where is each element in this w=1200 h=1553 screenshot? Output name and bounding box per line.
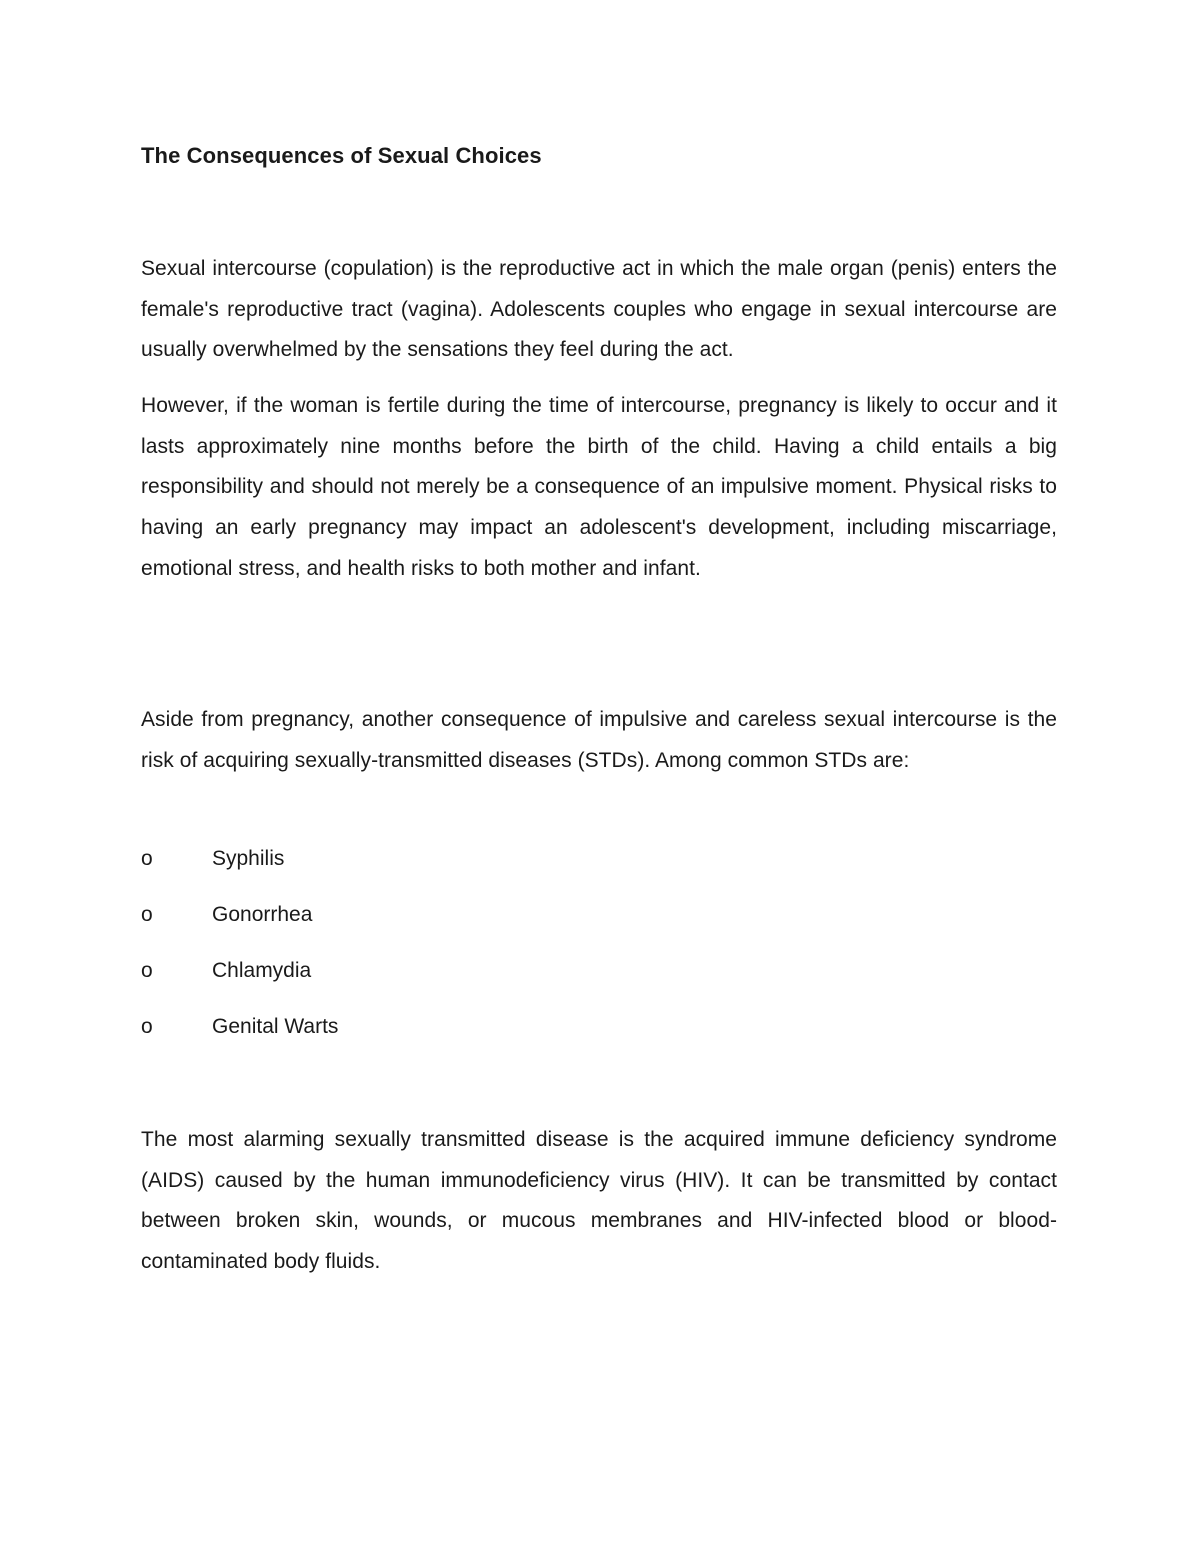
document-title: The Consequences of Sexual Choices	[141, 143, 542, 168]
paragraph-aids-hiv: The most alarming sexually transmitted disease is the acquired immune deficiency syndrome (AIDS) caused by the human immunodeficiency virus (HIV). It can be transmitted by contact between broken skin, wounds, or mucous membranes and HIV-infected blood or blood-contaminated body fluids.	[141, 1128, 1057, 1274]
paragraph-std-intro: Aside from pregnancy, another consequence of impulsive and careless sexual intercourse is the risk of acquiring sexually-transmitted diseases (STDs). Among common STDs are:	[141, 708, 1057, 772]
paragraph-pregnancy-risks: However, if the woman is fertile during the time of intercourse, pregnancy is likely to occur and it lasts approximately nine months before the birth of the child. Having a child entails a big responsibility and should not merely be a consequence of an impulsive moment. Physical risks to having an early pregnancy may impact an adolescent's development, including miscarriage, emotional stress, and health risks to both mother and infant.	[141, 394, 1057, 580]
list-item	[141, 951, 338, 1007]
list-item-text: Chlamydia	[212, 959, 312, 982]
list-bullet: o	[141, 903, 153, 926]
list-item	[141, 1007, 338, 1063]
list-bullet: o	[141, 847, 153, 870]
list-item-text: Gonorrhea	[212, 903, 313, 926]
paragraph-intercourse-definition: Sexual intercourse (copulation) is the reproductive act in which the male organ (penis) enters the female's reproductive tract (vagina). Adolescents couples who engage in sexual intercourse are usually overwhelmed by the sensations they feel during the act.	[141, 257, 1057, 362]
list-bullet: o	[141, 1015, 153, 1038]
list-item-text: Genital Warts	[212, 1015, 339, 1038]
list-item	[141, 895, 338, 951]
list-bullet: o	[141, 959, 153, 982]
list-item-text: Syphilis	[212, 847, 285, 870]
std-list	[141, 839, 338, 1063]
list-item	[141, 839, 338, 895]
